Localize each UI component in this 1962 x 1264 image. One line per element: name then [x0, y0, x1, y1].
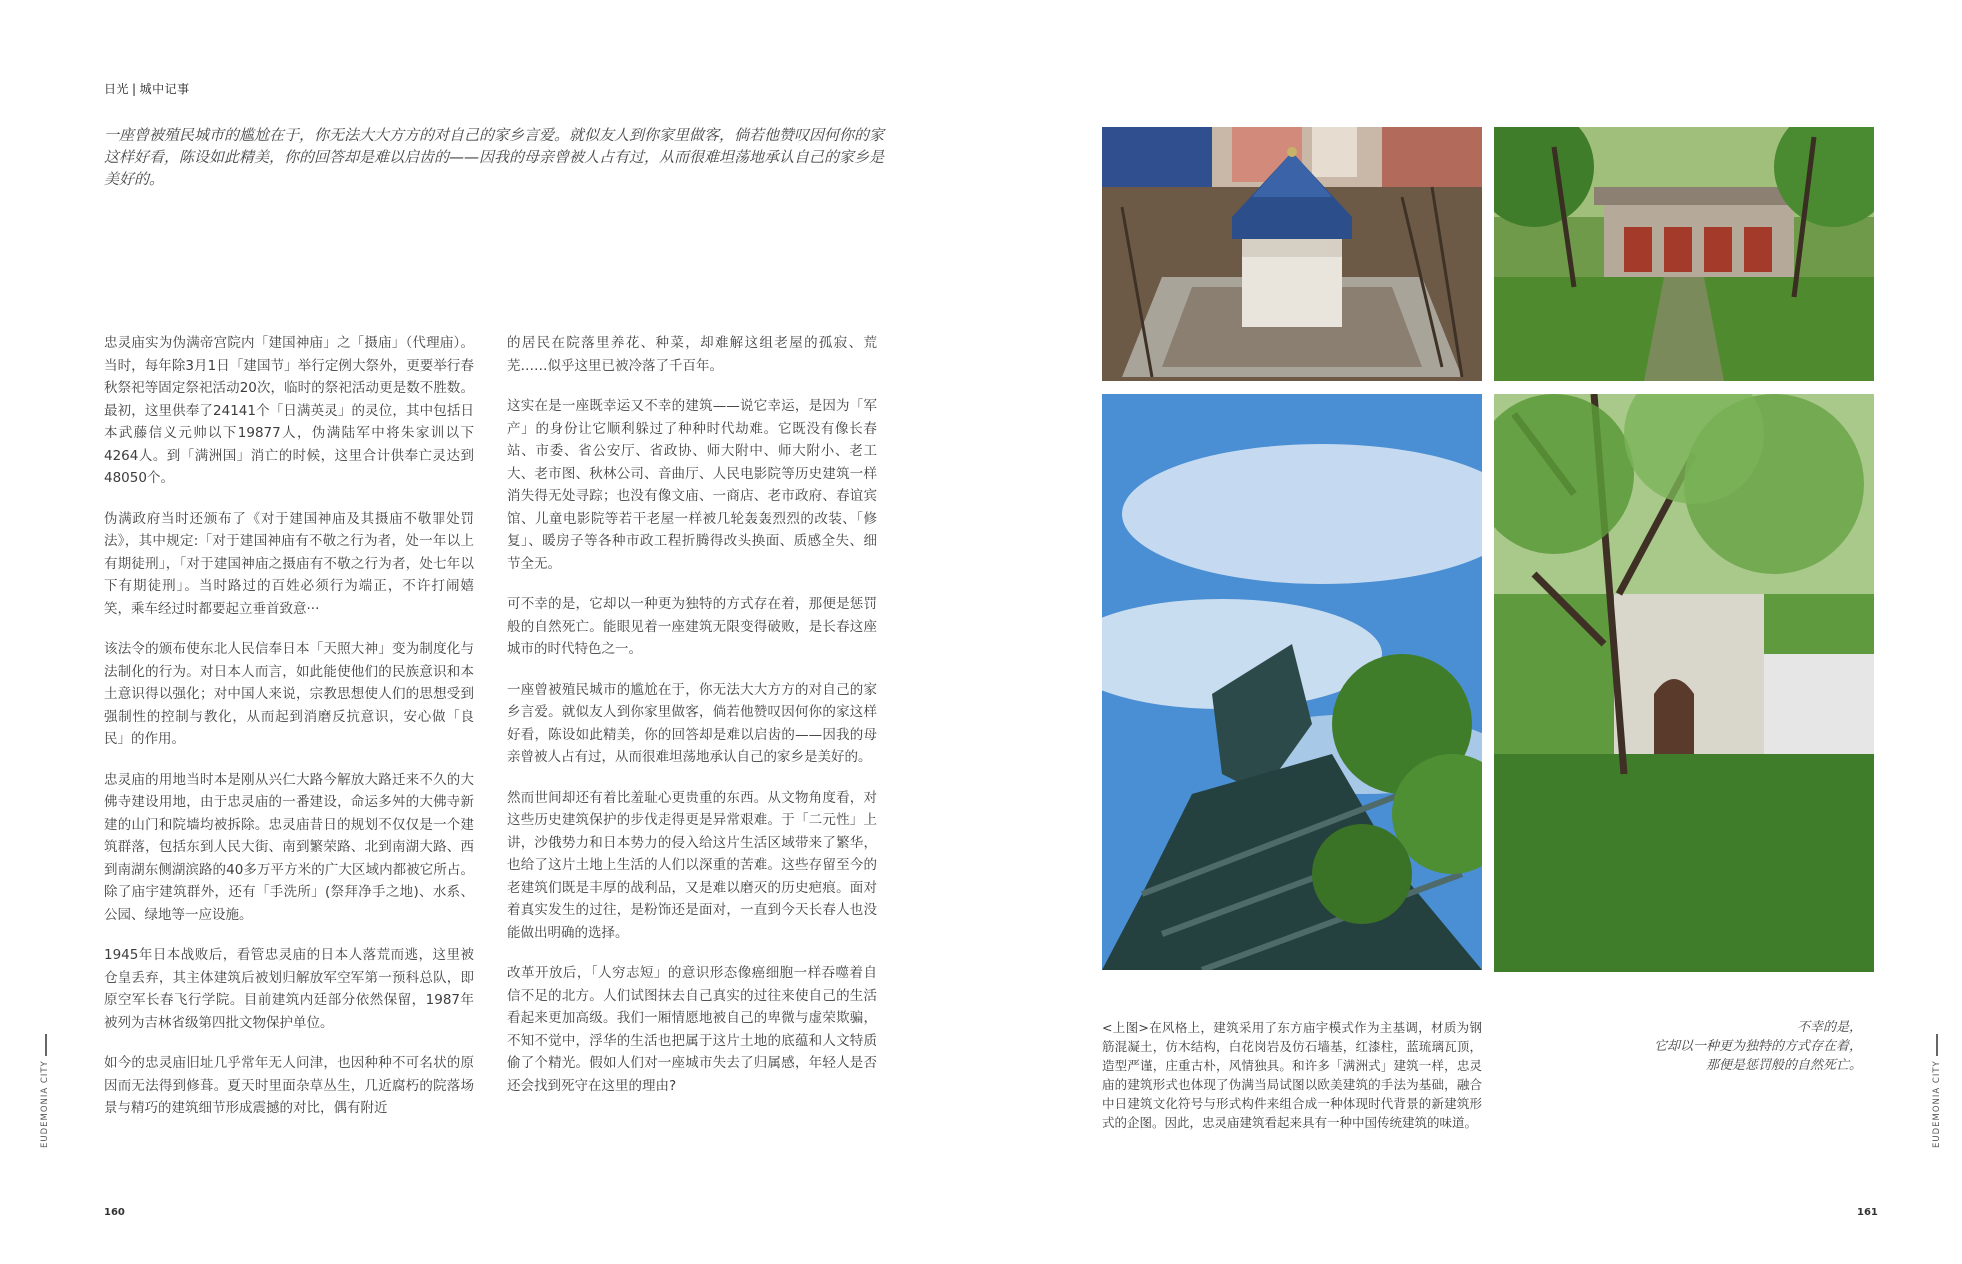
brand-vertical-left: EUDEMONIA CITY	[40, 1060, 50, 1148]
lead-paragraph: 一座曾被殖民城市的尴尬在于，你无法大大方方的对自己的家乡言爱。就似友人到你家里做客，倘若他赞叹因何你的家这样好看，陈设如此精美，你的回答却是难以启齿的——因我的母亲曾被人占有过，从而很难坦荡地承认自己的家乡是美好的。	[104, 126, 885, 188]
page-number-right: 161	[1857, 1207, 1878, 1218]
margin-rule-right	[1936, 1034, 1938, 1056]
body-paragraph: 一座曾被殖民城市的尴尬在于，你无法大大方方的对自己的家乡言爱。就似友人到你家里做客，倘若他赞叹因何你的家这样好看，陈设如此精美，你的回答却是难以启齿的——因我的母亲曾被人占有过，从而很难坦荡地承认自己的家乡是美好的。	[507, 681, 877, 765]
page-number-left: 160	[104, 1207, 125, 1218]
body-column-left	[104, 332, 474, 1138]
pull-quote	[1580, 1018, 1862, 1075]
label-separator: |	[132, 82, 137, 96]
body-paragraph: 改革开放后，「人穷志短」的意识形态像癌细胞一样吞噬着自信不足的北方。人们试图抹去自己真实的过往来使自己的生活看起来更加高级。我们一厢情愿地被自己的卑微与虚荣欺骗，不知不觉中，浮华的生活也把属于这片土地的底蕴和人文特质偷了个精光。假如人们对一座城市失去了归属感，年轻人是否还会找到死守在这里的理由?	[507, 965, 877, 1094]
magazine-name: 日光	[104, 82, 130, 96]
margin-rule-left	[45, 1034, 47, 1056]
section-name: 城中记事	[139, 82, 190, 96]
body-paragraph: 然而世间却还有着比羞耻心更贵重的东西。从文物角度看，对这些历史建筑保护的步伐走得更是异常艰难。于「二元性」上讲，沙俄势力和日本势力的侵入给这片生活区域带来了繁华，也给了这片土地上生活的人们以深重的苦难。这些存留至今的老建筑们既是丰厚的战利品，又是难以磨灭的历史疤痕。面对着真实发生的过往，是粉饰还是面对，一直到今天长春人也没能做出明确的选择。	[507, 789, 877, 941]
pull-quote-line: 它却以一种更为独特的方式存在着，	[1653, 1039, 1862, 1054]
photo-caption: <上图>在风格上，建筑采用了东方庙宇模式作为主基调，材质为钢筋混凝土，仿木结构，白花岗岩及仿石墙基，红漆柱，蓝琉璃瓦顶，造型严谨，庄重古朴，风情独具。和许多「满洲式」建筑一样，忠灵庙的建筑形式也体现了伪满当局试图以欧美建筑的手法为基础，融合中日建筑文化符号与形式构件来组合成一种体现时代背景的新建筑形式的企图。因此，忠灵庙建筑看起来具有一种中国传统建筑的味道。	[1102, 1020, 1482, 1130]
brand-vertical-right: EUDEMONIA CITY	[1932, 1060, 1942, 1148]
body-column-right	[507, 332, 877, 1115]
photo-roof-ornament	[1102, 394, 1482, 970]
pull-quote-line: 那便是惩罚般的自然死亡。	[1705, 1058, 1862, 1073]
section-label	[104, 80, 190, 97]
pull-quote-line: 不幸的是，	[1796, 1020, 1862, 1035]
body-paragraph: 忠灵庙的用地当时本是刚从兴仁大路今解放大路迁来不久的大佛寺建设用地，由于忠灵庙的一番建设，命运多舛的大佛寺新建的山门和院墙均被拆除。忠灵庙昔日的规划不仅仅是一个建筑群落，包括东到人民大街、南到繁荣路、北到南湖大路、西到南湖东侧湖滨路的40多万平方米的广大区域内都被它所占。除了庙宇建筑群外，还有「手洗所」(祭拜净手之地)、水系、公园、绿地等一应设施。	[104, 771, 474, 923]
body-paragraph: 可不幸的是，它却以一种更为独特的方式存在着，那便是惩罚般的自然死亡。能眼见着一座建筑无限变得破败，是长春这座城市的时代特色之一。	[507, 596, 877, 657]
photo-red-door-hall	[1494, 127, 1874, 381]
body-paragraph: 该法令的颁布使东北人民信奉日本「天照大神」变为制度化与法制化的行为。对日本人而言，如此能使他们的民族意识和本土意识得以强化；对中国人来说，宗教思想使人们的思想受到强制性的控制与教化，从而起到消磨反抗意识，安心做「良民」的作用。	[104, 641, 474, 747]
photo-pagoda-aerial	[1102, 127, 1482, 381]
body-paragraph: 这实在是一座既幸运又不幸的建筑——说它幸运，是因为「军产」的身份让它顺利躲过了种种时代劫难。它既没有像长春站、市委、省公安厅、省政协、师大附中、师大附小、老工大、老市图、秋林公司、音曲厅、人民电影院等历史建筑一样消失得无处寻踪；也没有像文庙、一商店、老市政府、春谊宾馆、儿童电影院等若干老屋一样被几轮轰轰烈烈的改装、「修复」、暖房子等各种市政工程折腾得改头换面、质感全失、细节全无。	[507, 398, 877, 572]
photo-hall-in-forest	[1494, 394, 1874, 972]
body-paragraph: 伪满政府当时还颁布了《对于建国神庙及其摄庙不敬罪处罚法》，其中规定:「对于建国神庙有不敬之行为者，处一年以上有期徒刑」，「对于建国神庙之摄庙有不敬之行为者，处七年以下有期徒刑」。当时路过的百姓必须行为端正，不许打闹嬉笑，乘车经过时都要起立垂首致意···	[104, 510, 474, 617]
body-paragraph: 如今的忠灵庙旧址几乎常年无人问津，也因种种不可名状的原因而无法得到修葺。夏天时里面杂草丛生，几近腐朽的院落场景与精巧的建筑细节形成震撼的对比，偶有附近	[104, 1055, 474, 1116]
body-paragraph: 1945年日本战败后，看管忠灵庙的日本人落荒而逃，这里被仓皇丢弃，其主体建筑后被划归解放军空军第一预科总队，即原空军长春飞行学院。目前建筑内廷部分依然保留，1987年被列为吉林省级第四批文物保护单位。	[104, 947, 474, 1031]
body-paragraph: 的居民在院落里养花、种菜，却难解这组老屋的孤寂、荒芜……似乎这里已被冷落了千百年。	[507, 335, 877, 374]
body-paragraph: 忠灵庙实为伪满帝宫院内「建国神庙」之「摄庙」（代理庙）。当时，每年除3月1日「建国节」举行定例大祭外，更要举行春秋祭祀等固定祭祀活动20次，临时的祭祀活动更是数不胜数。最初，这里供奉了24141个「日满英灵」的灵位，其中包括日本武藤信义元帅以下19877人，伪满陆军中将朱家训以下4264人。到「满洲国」消亡的时候，这里合计供奉亡灵达到48050个。	[104, 335, 474, 486]
